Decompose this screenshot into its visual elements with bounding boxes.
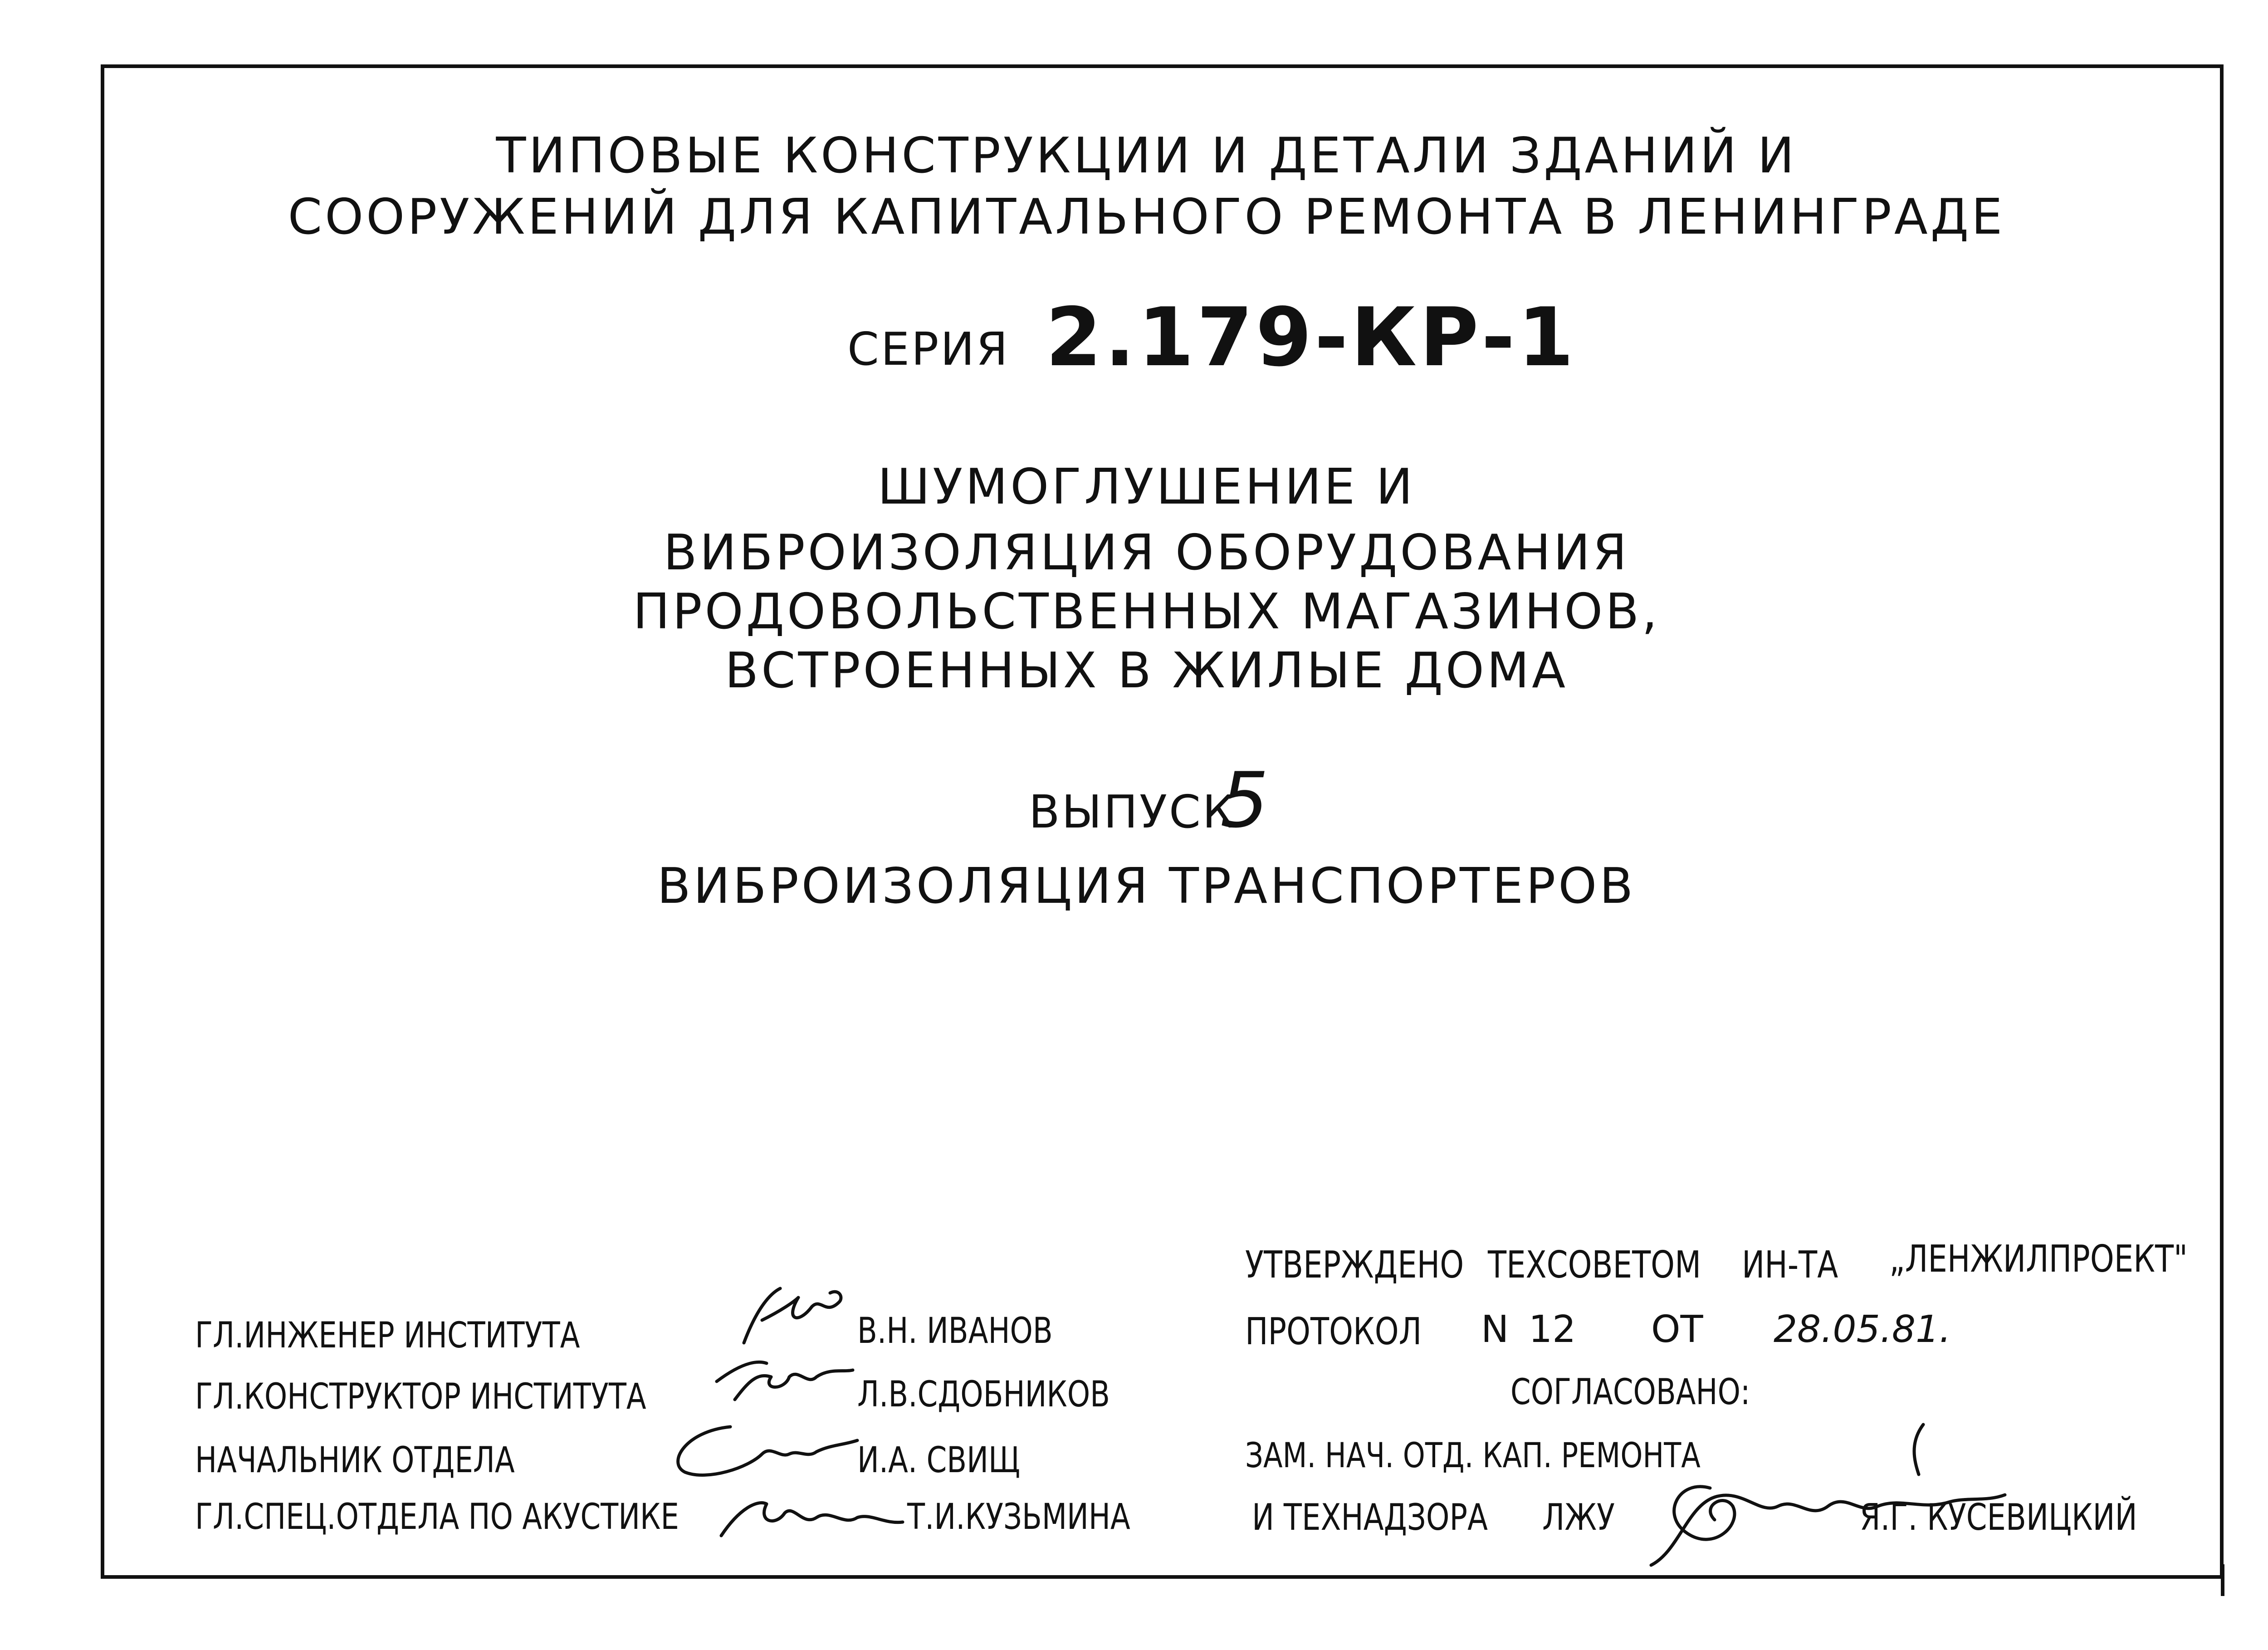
approval-tech-council: ТЕХСОВЕТОМ <box>1488 1244 1701 1287</box>
series-label: СЕРИЯ <box>847 323 1010 376</box>
protocol-from-label: ОТ <box>1651 1308 1703 1351</box>
subject-line-4: ВСТРОЕННЫХ В ЖИЛЫЕ ДОМА <box>725 642 1568 699</box>
agreed-organization: ЛЖУ <box>1542 1496 1615 1538</box>
issue-number: 5 <box>1220 756 1269 845</box>
frame-tick-mark <box>2221 1564 2224 1596</box>
signature-kuzmina <box>712 1481 907 1549</box>
signature-svishch <box>658 1418 862 1486</box>
signatory-name-2: Л.В.СДОБНИКОВ <box>857 1374 1110 1415</box>
subject-line-1: ШУМОГЛУШЕНИЕ И <box>877 459 1416 515</box>
agreed-name: Я.Г. КУСЕВИЦКИЙ <box>1860 1496 2137 1538</box>
subject-line-2: ВИБРОИЗОЛЯЦИЯ ОБОРУДОВАНИЯ <box>663 524 1630 581</box>
signatory-name-1: В.Н. ИВАНОВ <box>857 1311 1053 1351</box>
protocol-label: ПРОТОКОЛ <box>1245 1310 1422 1353</box>
protocol-number: 12 <box>1529 1308 1576 1351</box>
signatory-name-4: Т.И.КУЗЬМИНА <box>907 1497 1130 1537</box>
approval-approved: УТВЕРЖДЕНО <box>1245 1244 1464 1287</box>
agreed-label: СОГЛАСОВАНО: <box>1510 1372 1750 1413</box>
agreed-position-line-2: И ТЕХНАДЗОРА <box>1252 1496 1488 1538</box>
header-line-2: СООРУЖЕНИЙ ДЛЯ КАПИТАЛЬНОГО РЕМОНТА В ЛЕНИНГРАДЕ <box>288 189 2005 245</box>
approval-institute: ИН-ТА <box>1742 1244 1838 1287</box>
agreed-position-line-1: ЗАМ. НАЧ. ОТД. КАП. РЕМОНТА <box>1245 1435 1701 1475</box>
issue-title: ВИБРОИЗОЛЯЦИЯ ТРАНСПОРТЕРОВ <box>657 858 1636 915</box>
protocol-date: 28.05.81. <box>1774 1308 1951 1351</box>
signature-ivanov <box>730 1279 857 1356</box>
signature-sdobnikov <box>708 1350 862 1413</box>
signatory-role-3: НАЧАЛЬНИК ОТДЕЛА <box>195 1440 515 1481</box>
subject-line-3: ПРОДОВОЛЬСТВЕННЫХ МАГАЗИНОВ, <box>633 583 1660 640</box>
series-number: 2.179-КР-1 <box>1046 290 1577 384</box>
approval-org-name: „ЛЕНЖИЛПРОЕКТ" <box>1889 1238 2188 1281</box>
header-line-1: ТИПОВЫЕ КОНСТРУКЦИИ И ДЕТАЛИ ЗДАНИЙ И <box>496 127 1797 184</box>
signatory-role-2: ГЛ.КОНСТРУКТОР ИНСТИТУТА <box>195 1376 646 1417</box>
signatory-role-4: ГЛ.СПЕЦ.ОТДЕЛА ПО АКУСТИКЕ <box>195 1497 679 1537</box>
protocol-no-label: N <box>1481 1308 1509 1351</box>
signatory-name-3: И.А. СВИЩ <box>857 1440 1020 1481</box>
signatory-role-1: ГЛ.ИНЖЕНЕР ИНСТИТУТА <box>195 1315 580 1356</box>
issue-label: ВЫПУСК <box>1029 785 1237 838</box>
